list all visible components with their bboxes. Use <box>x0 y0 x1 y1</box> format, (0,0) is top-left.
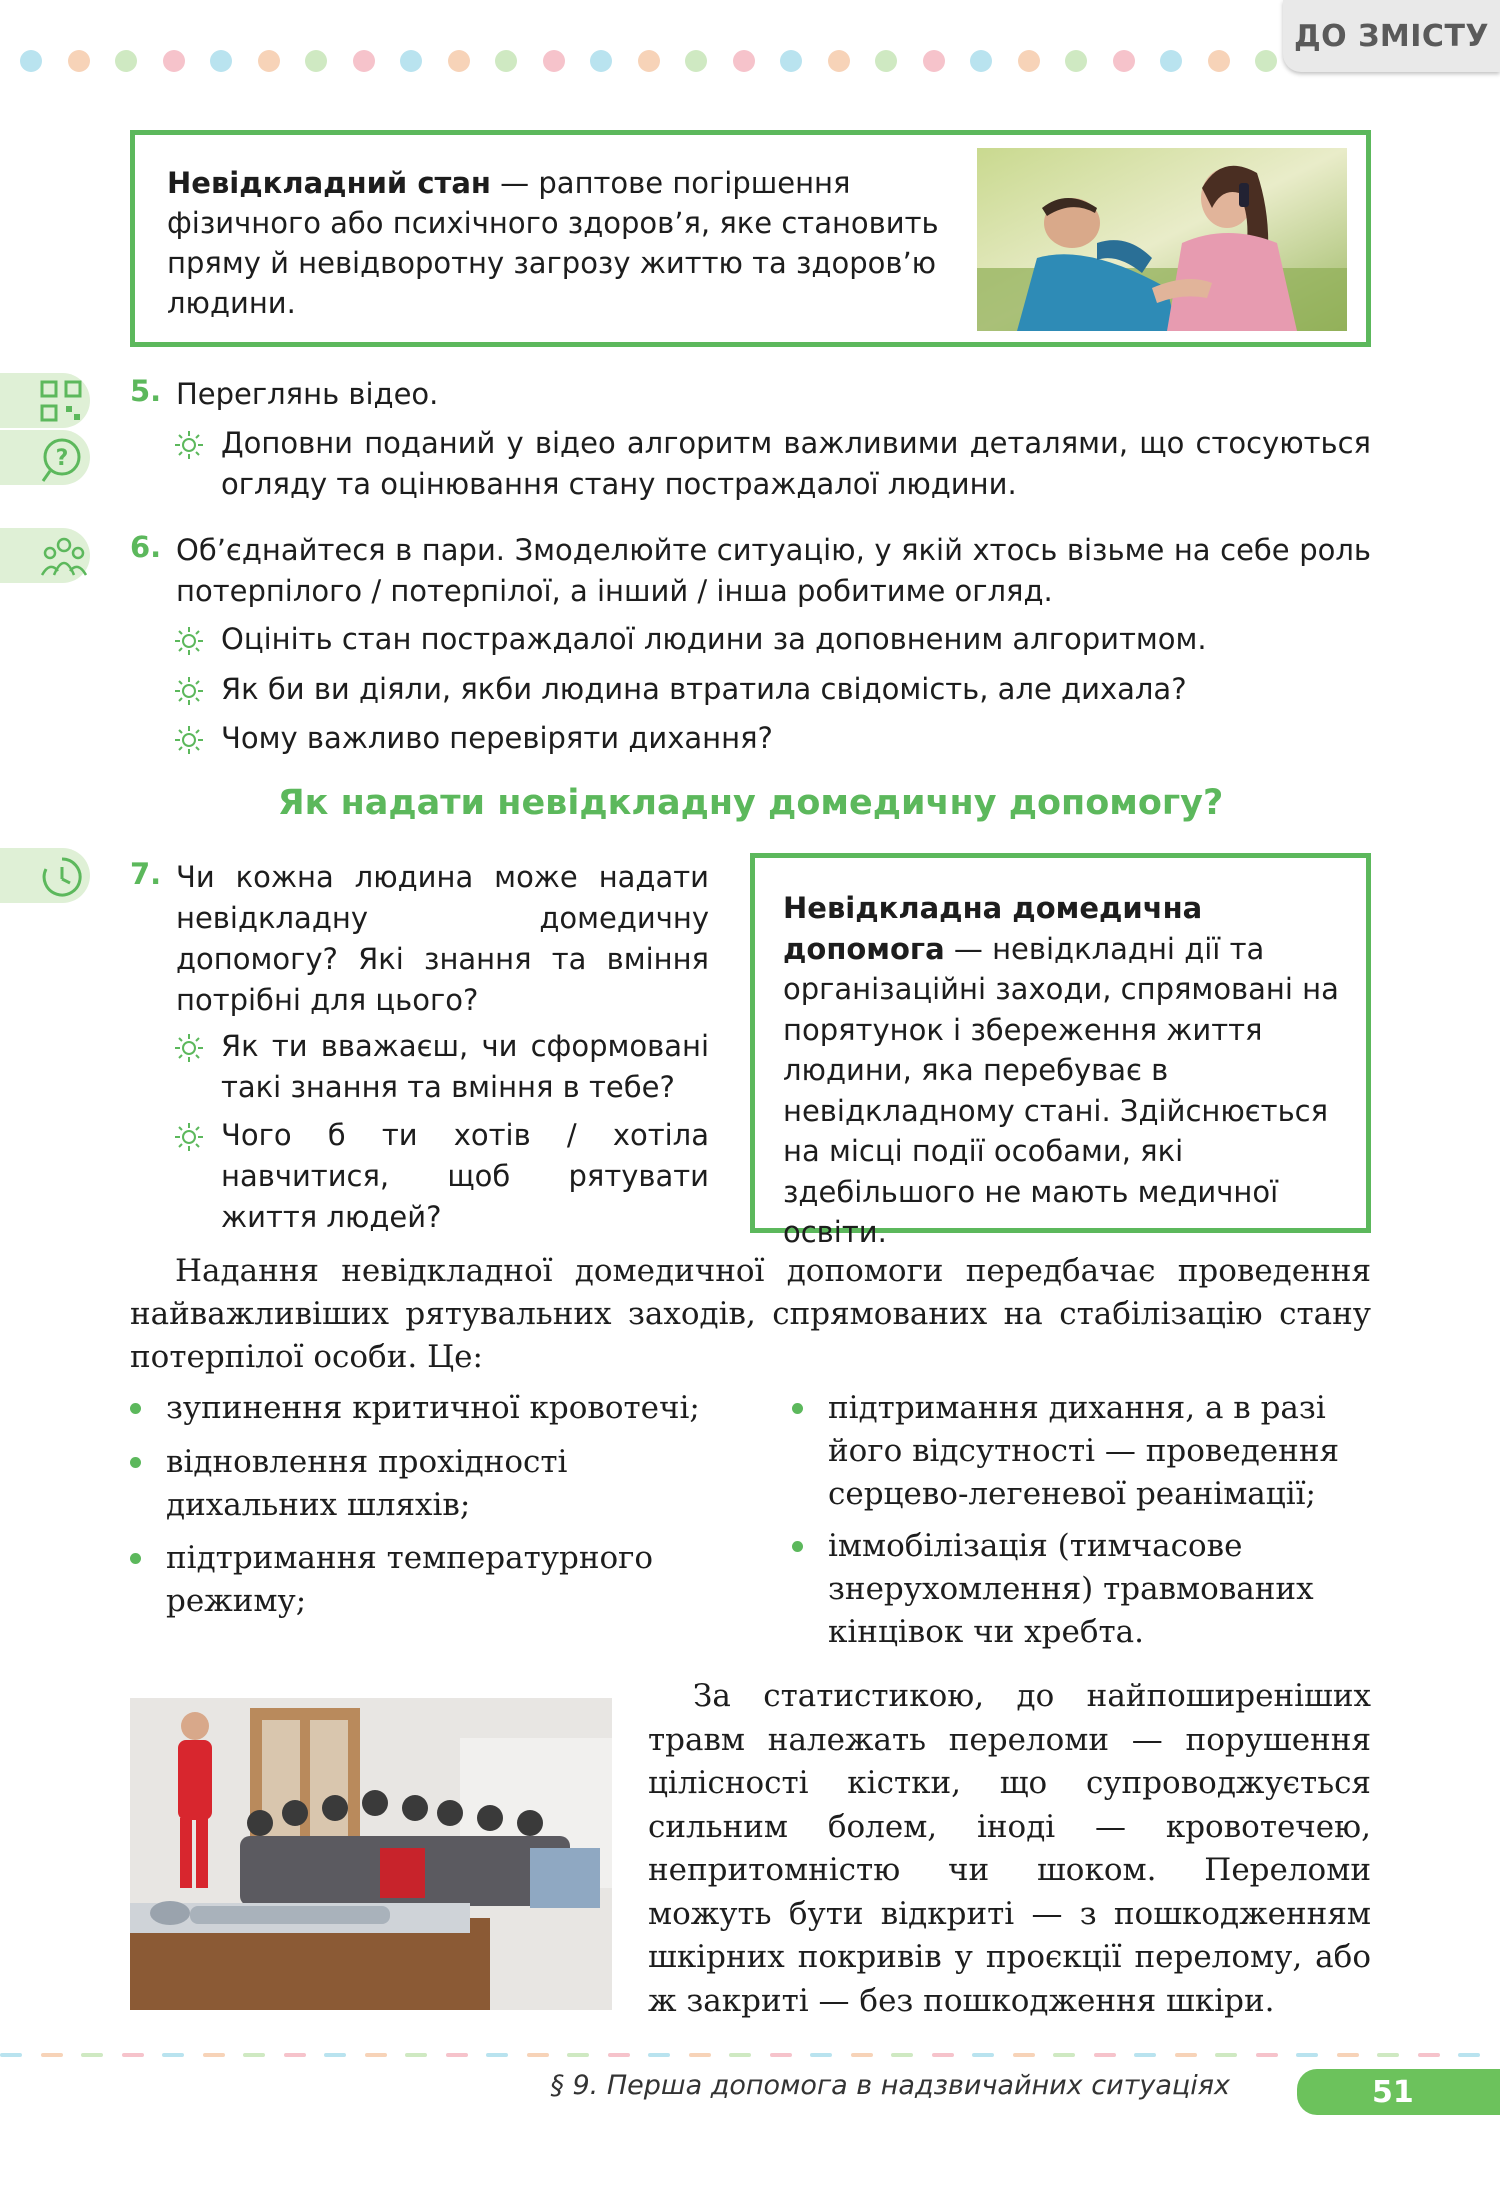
list-item: іммобілізація (тимчасове знерухомлення) травмованих кінцівок чи хребта. <box>828 1528 1314 1650</box>
definition-body: — невідкладні дії та організаційні заходи, спрямовані на порятунок і збереження життя людини, яка перебуває в невідкладному стані. Здійснюється на місці події особами, які здебільшого не мають медичної освіти. <box>783 931 1339 1249</box>
sun-bullet-icon <box>174 626 204 656</box>
footer-chapter-caption: § 9. Перша допомога в надзвичайних ситуаціях <box>550 2070 1230 2101</box>
decorative-dash <box>122 2053 144 2057</box>
decorative-dot <box>543 50 565 72</box>
list-bullet <box>792 1403 803 1414</box>
task-number: 7. <box>130 857 162 891</box>
decorative-dash <box>1256 2053 1278 2057</box>
decorative-dash <box>284 2053 306 2057</box>
sun-bullet-icon <box>174 676 204 706</box>
decorative-dash <box>1296 2053 1318 2057</box>
decorative-dot <box>20 50 42 72</box>
definition-emergency-state <box>167 163 947 323</box>
list-bullet <box>792 1541 803 1552</box>
decorative-dash <box>1013 2053 1035 2057</box>
decorative-dot <box>1065 50 1087 72</box>
decorative-dot <box>970 50 992 72</box>
decorative-dash <box>324 2053 346 2057</box>
bottom-decorative-dashes <box>0 2053 1500 2059</box>
decorative-dash <box>0 2053 22 2057</box>
task-6-text: Об’єднайтеся в пари. Змоделюйте ситуацію, у якій хтось візьме на себе роль потерпілого / потерпілої, а інший / інша робитиме огляд. <box>176 533 1371 608</box>
decorative-dash <box>770 2053 792 2057</box>
task-5-bullet: Доповни поданий у відео алгоритм важливими деталями, що стосуються огляду та оцінювання стану постраждалої людини. <box>221 426 1371 501</box>
definition-term: Невідкладна домедична допомога <box>783 891 1203 966</box>
decorative-dot <box>353 50 375 72</box>
decorative-dot <box>1208 50 1230 72</box>
decorative-dash <box>1175 2053 1197 2057</box>
decorative-dot <box>68 50 90 72</box>
decorative-dash <box>162 2053 184 2057</box>
list-bullet <box>130 1403 141 1414</box>
definition-box-first-aid <box>750 853 1371 1249</box>
svg-text:?: ? <box>55 446 69 471</box>
decorative-dot <box>923 50 945 72</box>
decorative-dash <box>446 2053 468 2057</box>
decorative-dot <box>305 50 327 72</box>
task-7-bullet: Як ти вважаєш, чи сформовані такі знання та вміння в тебе? <box>221 1029 709 1104</box>
decorative-dash <box>243 2053 265 2057</box>
decorative-dash <box>81 2053 103 2057</box>
decorative-dash <box>486 2053 508 2057</box>
task-7-bullet: Чого б ти хотів / хотіла навчитися, щоб рятувати життя людей? <box>221 1118 709 1234</box>
decorative-dash <box>689 2053 711 2057</box>
definition-body: — раптове погіршення фізичного або психічного здоров’я, яке становить пряму й невідворотну загрозу життю та здоров’ю людини. <box>167 166 939 320</box>
task-number: 6. <box>130 530 162 564</box>
section-heading: Як надати невідкладну домедичну допомогу? <box>277 783 1224 823</box>
decorative-dot <box>780 50 802 72</box>
decorative-dash <box>1418 2053 1440 2057</box>
list-bullet <box>130 1457 141 1468</box>
list-item: підтримання дихання, а в разі його відсутності — проведення серцево-легеневої реанімації; <box>828 1390 1340 1512</box>
decorative-dash <box>851 2053 873 2057</box>
decorative-dot <box>638 50 660 72</box>
decorative-dot <box>210 50 232 72</box>
decorative-dot <box>590 50 612 72</box>
decorative-dot <box>495 50 517 72</box>
decorative-dash <box>1053 2053 1075 2057</box>
decorative-dot <box>115 50 137 72</box>
decorative-dash <box>1094 2053 1116 2057</box>
decorative-dash <box>203 2053 225 2057</box>
task-6-bullet: Оцініть стан постраждалої людини за доповненим алгоритмом. <box>221 622 1207 656</box>
photo-first-aid-training <box>130 1698 612 2010</box>
decorative-dot <box>448 50 470 72</box>
intro-paragraph: Надання невідкладної домедичної допомоги передбачає проведення найважливіших рятувальних заходів, спрямованих на стабілізацію стану потерпілої особи. Це: <box>130 1253 1371 1375</box>
definition-term: Невідкладний стан <box>167 166 491 200</box>
task-number: 5. <box>130 374 162 408</box>
decorative-dash <box>365 2053 387 2057</box>
decorative-dash <box>1337 2053 1359 2057</box>
decorative-dash <box>729 2053 751 2057</box>
list-item: зупинення критичної кровотечі; <box>166 1390 700 1426</box>
qr-code-icon[interactable] <box>0 373 90 428</box>
sun-bullet-icon <box>174 1033 204 1063</box>
top-decorative-dots <box>20 50 1290 74</box>
definition-box-emergency-state <box>130 130 1371 347</box>
decorative-dash <box>1215 2053 1237 2057</box>
decorative-dot <box>1113 50 1135 72</box>
decorative-dash <box>405 2053 427 2057</box>
page-number: 51 <box>1297 2069 1500 2115</box>
decorative-dash <box>648 2053 670 2057</box>
task-6-bullet: Як би ви діяли, якби людина втратила свідомість, але дихала? <box>221 672 1187 706</box>
decorative-dash <box>567 2053 589 2057</box>
task-6-bullet: Чому важливо перевіряти дихання? <box>221 721 773 755</box>
question-icon <box>0 430 90 485</box>
task-7-text: Чи кожна людина може надати невідкладну домедичну допомогу? Які знання та вміння потрібні для цього? <box>176 860 709 1017</box>
decorative-dash <box>527 2053 549 2057</box>
sun-bullet-icon <box>174 725 204 755</box>
list-item: підтримання температурного режиму; <box>166 1540 654 1619</box>
decorative-dash <box>1377 2053 1399 2057</box>
decorative-dot <box>828 50 850 72</box>
decorative-dot <box>685 50 707 72</box>
task-5-text: Переглянь відео. <box>176 377 439 411</box>
timer-icon <box>0 848 90 903</box>
statistics-paragraph: За статистикою, до найпоширеніших травм належать переломи — порушення цілісності кістки, що супроводжується сильним болем, іноді — кровотечею, непритомністю чи шоком. Переломи можуть бути відкриті — з пошкодженням шкірних покривів у проєкції перелому, або ж закриті — без пошкодження шкіри. <box>648 1678 1371 2019</box>
decorative-dot <box>258 50 280 72</box>
decorative-dot <box>733 50 755 72</box>
definition-first-aid <box>783 888 1348 1253</box>
decorative-dot <box>1255 50 1277 72</box>
decorative-dot <box>875 50 897 72</box>
photo-emergency-call <box>977 148 1347 331</box>
decorative-dash <box>972 2053 994 2057</box>
sun-bullet-icon <box>174 430 204 460</box>
decorative-dot <box>1160 50 1182 72</box>
list-bullet <box>130 1553 141 1564</box>
group-icon <box>0 528 90 583</box>
decorative-dash <box>932 2053 954 2057</box>
decorative-dash <box>1134 2053 1156 2057</box>
decorative-dash <box>1458 2053 1480 2057</box>
decorative-dash <box>608 2053 630 2057</box>
decorative-dash <box>891 2053 913 2057</box>
decorative-dash <box>41 2053 63 2057</box>
decorative-dash <box>810 2053 832 2057</box>
toc-button[interactable]: ДО ЗМІСТУ <box>1283 0 1500 72</box>
decorative-dot <box>163 50 185 72</box>
decorative-dot <box>1018 50 1040 72</box>
list-item: відновлення прохідності дихальних шляхів; <box>166 1444 568 1523</box>
decorative-dot <box>400 50 422 72</box>
sun-bullet-icon <box>174 1122 204 1152</box>
